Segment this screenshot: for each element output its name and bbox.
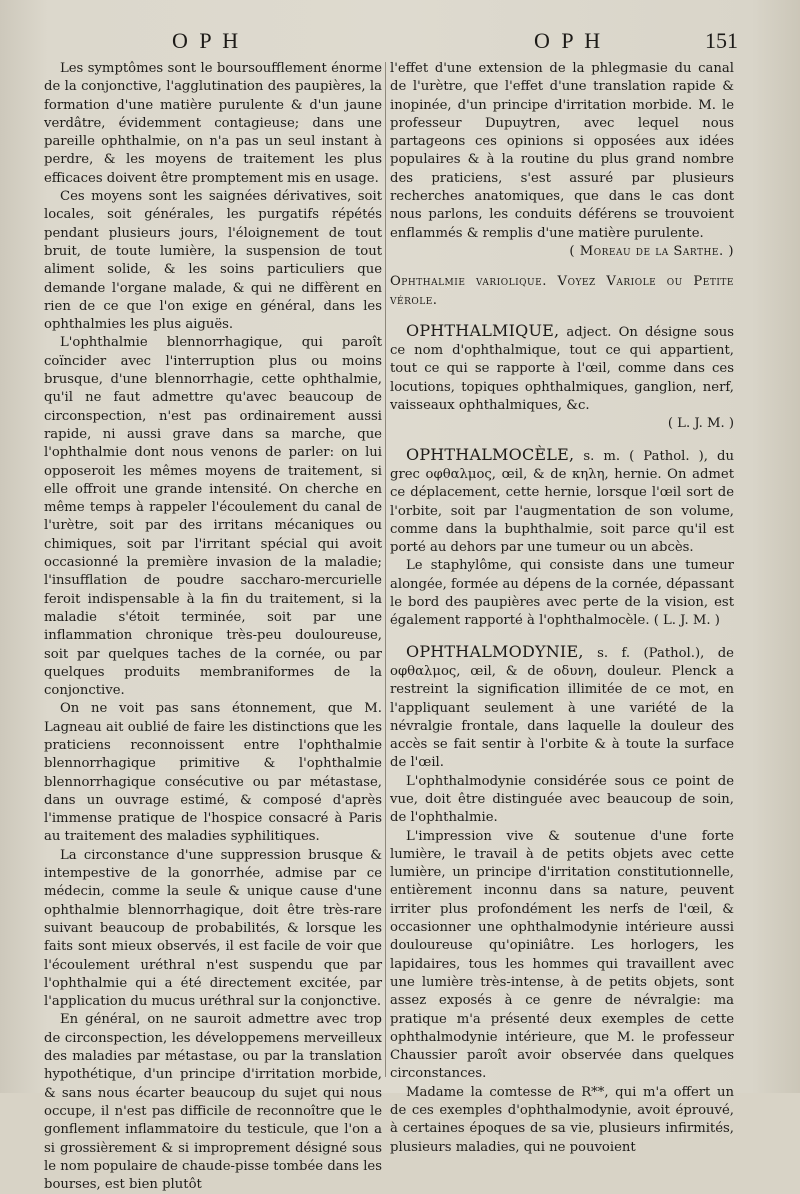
left-paragraph-3: L'ophthalmie blennorrhagique, qui paroît coïncider avec l'interruption plus ou moins brusque, d'une blennorrhagie, cette ophthalmie, qu'il ne faut admettre qu'avec beaucoup de circonspection, n'est pas ordinairement aussi rapide, ni aussi grave dans sa marche, que l'ophthalmie dont nous venons de parler: on lui opposeroit les mêmes moyens de traitement, si elle offroit une grande intensité. On cherche en même temps à rappeler l'écoulement du canal de l'urètre, soit par des irritans mécaniques ou chimiques, soit par l'irritant spécial qui avoit occasionné la première invasion de la maladie; l'insufflation de poudre saccharo-mercurielle feroit indispensable à la fin du traitement, si la maladie s'étoit terminée, soit par une inflammation chronique très-peu douloureuse, soit par quelques taches de la cornée, ou par quelques produits membraniformes de la conjonctive. xyxy=(44,335,382,699)
entry-title-ophthalmique: OPHTHALMIQUE, xyxy=(406,320,560,340)
spacer xyxy=(390,261,734,273)
column-divider xyxy=(385,62,386,1077)
ophthalmodynie-paragraph-3: L'impression vive & soutenue d'une forte lumière, le travail à de petits objets avec cette lumière, un principe d'irritation constitutionnelle, entièrement inconnu dans sa nature, peuvent irriter plus profondément les nerfs de l'œil, & occasionner une ophthalmodynie intérieure aussi douloureuse qu'opiniâtre. Les horlogers, les lapidaires, tous les hommes qui travaillent avec une lumière très-intense, à de petits objets, sont assez exposés à ce genre de névralgie: ma pratique m'a présenté deux exemples de cette ophthalmodynie intérieure, que M. le professeur Chaussier paroît avoir observée dans quelques circonstances. xyxy=(390,828,734,1082)
ophthalmocele-paragraph-2: Le staphylôme, qui consiste dans une tumeur alongée, formée au dépens de la cornée, dépassant le bord des paupières avec perte de la vision, est également rapporté à l'ophthalmocèle. ( L. J. M. ) xyxy=(390,558,734,629)
left-column xyxy=(44,60,382,1194)
right-continuation: l'effet d'une extension de la phlegmasie du canal de l'urètre, que l'effet d'une translation rapide & inopinée, d'un principe d'irritation morbide. M. le professeur Dupuytren, avec lequel nous partageons ces opinions si opposées aux idées populaires & à la routine du plus grand nombre des praticiens, s'est assuré par plusieurs recherches anatomiques, que dans le cas dont nous parlons, les conduits déférens se trouvoient enflammés & remplis d'une matière purulente. xyxy=(390,61,734,241)
continuation-signature: ( Moreau de la Sarthe. ) xyxy=(569,243,734,259)
running-header xyxy=(0,28,800,58)
entry-ophthalmocele xyxy=(390,446,734,558)
entry-text-ophthalmodynie: s. f. (Pathol.), de οφθαλμος, œil, & de οδυνη, douleur. Plenck a restreint la signification illimitée de ce mot, en l'appliquant seulement à une variété de la névralgie frontale, dans laquelle la douleur des accès se fait sentir à l'orbite & à toute la surface de l'œil. xyxy=(390,645,734,771)
ophthalmodynie-paragraph-2: L'ophthalmodynie considérée sous ce point de vue, doit être distinguée avec beaucoup de soin, de l'ophthalmie. xyxy=(390,773,734,826)
header-left-title: O P H xyxy=(172,28,242,53)
entry-ophthalmodynie xyxy=(390,643,734,773)
left-paragraph-5: La circonstance d'une suppression brusque & intempestive de la gonorrhée, admise par ce médecin, comme la seule & unique cause d'une ophthalmie blennorrhagique, doit être très-rare suivant beaucoup de probabilités, & lorsque les faits sont mieux observés, il est facile de voir que l'écoulement uréthral n'est suspendu que par l'ophthalmie qui a été directement excitée, par l'application du mucus uréthral sur la conjonctive. xyxy=(44,847,382,1010)
entry-ophthalmie-variolique: Ophthalmie variolique. Voyez Variole ou Petite vérole. xyxy=(390,274,734,308)
entry-title-ophthalmodynie: OPHTHALMODYNIE, xyxy=(406,641,584,661)
left-paragraph-4: On ne voit pas sans étonnement, que M. Lagneau ait oublié de faire les distinctions que les praticiens reconnoissent entre l'ophthalmie blennorrhagique primitive & l'ophthalmie blennorrhagique consécutive ou par métastase, dans un ouvrage estimé, & composé d'après l'immense pratique de l'hospice consacré à Paris au traitement des maladies syphilitiques. xyxy=(44,701,382,845)
page-number: 151 xyxy=(705,28,738,53)
ophthalmodynie-paragraph-4: Madame la comtesse de R**, qui m'a offert un de ces exemples d'ophthalmodynie, avoit éprouvé, à certaines époques de sa vie, plusieurs infirmités, plusieurs maladies, qui ne pouvoient xyxy=(390,1084,734,1155)
signature-ophthalmique: ( L. J. M. ) xyxy=(667,416,734,432)
entry-title-ophthalmocele: OPHTHALMOCÈLE, xyxy=(406,444,575,464)
entry-text-ophthalmocele: s. m. ( Pathol. ), du grec οφθαλμος, œil, & de κηλη, hernie. On admet ce déplacement, cette hernie, lorsque l'œil sort de l'orbite, soit par l'augmentation de son volume, comme dans la buphthalmie, soit parce qu'il est porté au dehors par une tumeur ou un abcès. xyxy=(390,448,734,556)
entry-text-ophthalmique: adject. On désigne sous ce nom d'ophthalmique, tout ce qui appartient, tout ce qui se rapporte à l'œil, comme dans ces locutions, topiques ophthalmiques, ganglion, nerf, vaisseaux ophthalmiques, &c. xyxy=(390,324,734,414)
left-paragraph-2: Ces moyens sont les saignées dérivatives, soit locales, soit générales, les purgatifs répétés pendant plusieurs jours, l'éloignement de tout bruit, de toute lumière, la suspension de tout aliment solide, & les soins particuliers que demande l'organe malade, & qui ne diffèrent en rien de ce que l'on exige en général, dans les ophthalmies les plus aiguës. xyxy=(44,189,382,333)
left-paragraph-6: En général, on ne sauroit admettre avec trop de circonspection, les développemens merveilleux des maladies par métastase, ou par la translation hypothétique, d'un principe d'irritation morbide, & sans nous écarter beaucoup du sujet qui nous occupe, il n'est pas difficile de reconnoître que le gonflement inflammatoire du testicule, que l'on a si grossièrement & si improprement désigné sous le nom populaire de chaude-pisse tombée dans les bourses, est bien plutôt xyxy=(44,1012,382,1193)
entry-ophthalmique xyxy=(390,322,734,415)
right-column xyxy=(390,60,734,1157)
left-paragraph-1: Les symptômes sont le boursoufflement énorme de la conjonctive, l'agglutination des paupières, la formation d'une matière purulente & d'un jaune verdâtre, évidemment contagieuse; dans une pareille ophthalmie, on n'a pas un seul instant à perdre, & les moyens de traitement les plus efficaces doivent être promptement mis en usage. xyxy=(44,61,382,186)
header-right-title: O P H xyxy=(534,28,604,53)
